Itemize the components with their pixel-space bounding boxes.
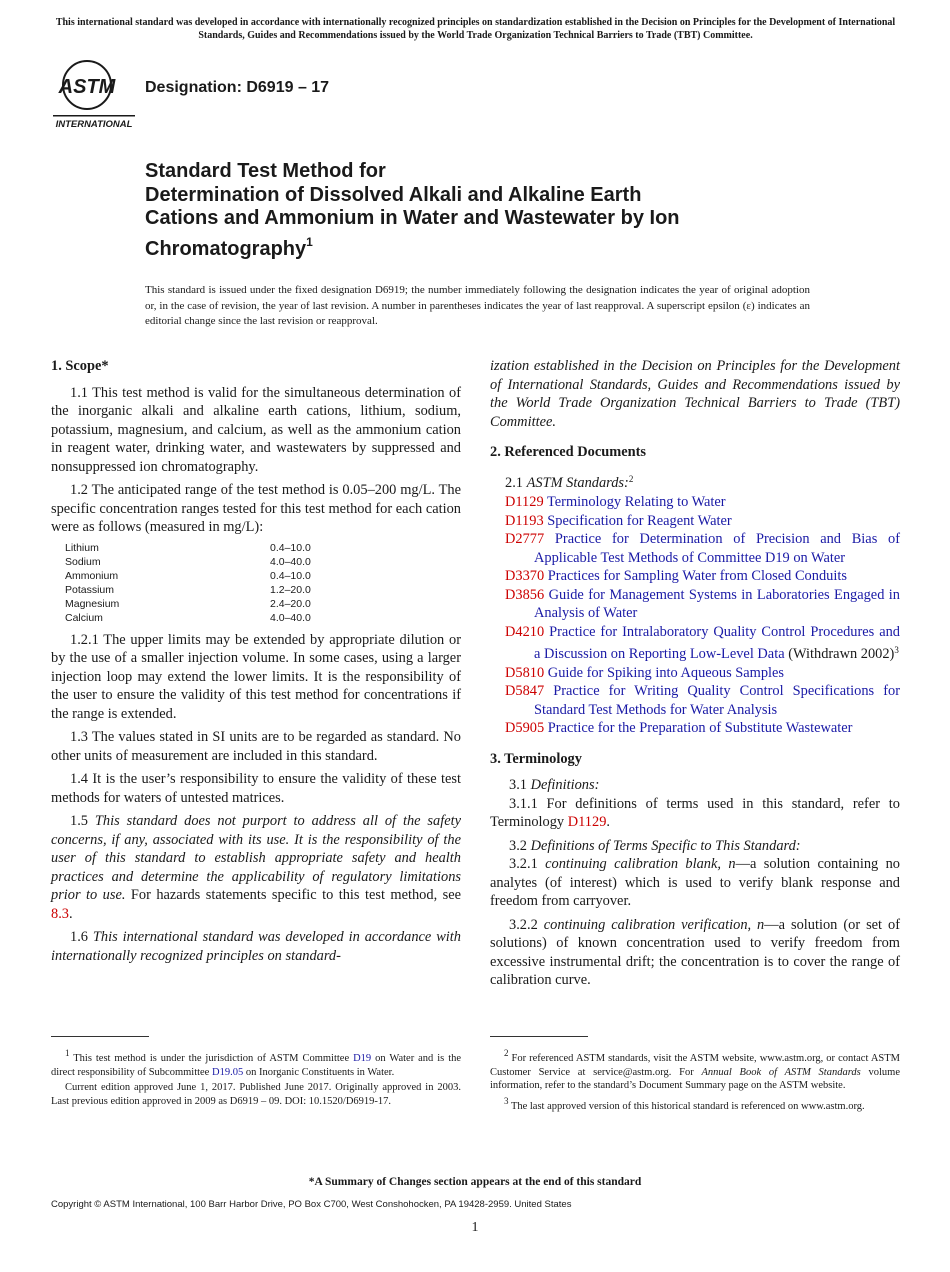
- reference-item[interactable]: D5847 Practice for Writing Quality Control Specifications for Standard Test Methods for Water Analysis: [505, 683, 900, 718]
- logo-subtitle: INTERNATIONAL: [55, 119, 133, 130]
- right-column: [490, 357, 900, 995]
- reference-item[interactable]: D2777 Practice for Determination of Precision and Bias of Applicable Test Methods of Committee D19 on Water: [505, 531, 900, 566]
- link-8-3[interactable]: 8.3: [51, 905, 69, 922]
- range-table: [65, 541, 461, 625]
- terminology-heading: 3. Terminology: [490, 750, 582, 767]
- footnotes-left: [51, 1047, 461, 1110]
- para-3-1: 3.1 Definitions:: [509, 777, 600, 793]
- designation: [145, 79, 329, 97]
- para-3-2-2: 3.2.2 continuing calibration verification, n—a solution (or set of solutions) of known concentration used to verify freedom from excessive instrumental drift; the concentration is to cover the range of calibration curve.: [490, 916, 900, 988]
- reference-item[interactable]: D5810 Guide for Spiking into Aqueous Samples: [505, 664, 785, 681]
- title-line-4: Chromatography: [145, 237, 307, 260]
- range-row: Magnesium 2.4–20.0: [65, 597, 311, 610]
- reference-list: [490, 493, 900, 738]
- para-1-2-1: 1.2.1 The upper limits may be extended by appropriate dilution or by the use of a smaller injection volume. In some cases, using a larger injection loop may extend the lower limits. It is the responsibility of the user to ensure the validity of this test method for concentrations if the range is extended.: [51, 631, 461, 722]
- footnote-rule-left: [51, 1036, 149, 1037]
- document-title: [145, 160, 865, 261]
- copyright: Copyright © ASTM International, 100 Barr Harbor Drive, PO Box C700, West Conshohocken, PA 19428-2959. United States: [51, 1199, 572, 1210]
- para-3-2-1: 3.2.1 continuing calibration blank, n—a solution containing no analytes (of interest) which is used to verify blank response and freedom from carryover.: [490, 856, 900, 909]
- range-row: Ammonium 0.4–10.0: [65, 569, 311, 582]
- range-row: Sodium 4.0–40.0: [65, 555, 311, 568]
- para-3-1-1: 3.1.1 For definitions of terms used in this standard, refer to Terminology D1129.: [490, 795, 900, 830]
- para-1-6-continued: ization established in the Decision on Principles for the Development of International Standards, Guides and Recommendations issued by the World Trade Organization Technical Barriers to Trade (TBT) Committee.: [490, 358, 900, 430]
- reference-item[interactable]: D1129 Terminology Relating to Water: [505, 494, 726, 510]
- page-number: 1: [471, 1220, 479, 1235]
- title-line-1: Standard Test Method for: [145, 160, 386, 182]
- para-1-5: 1.5 This standard does not purport to address all of the safety concerns, if any, associated with its use. It is the responsibility of the user of this standard to establish appropriate safety and health practices and determine the applicability of regulatory limitations prior to use. For hazards statements specific to this test method, see 8.3.: [51, 813, 461, 922]
- referenced-heading: 2. Referenced Documents: [490, 444, 646, 460]
- link-d1129[interactable]: D1129: [567, 814, 607, 830]
- reference-item[interactable]: D1193 Specification for Reagent Water: [505, 512, 732, 529]
- para-3-2: 3.2 Definitions of Terms Specific to This Standard:: [509, 837, 801, 854]
- reference-item[interactable]: D3856 Guide for Management Systems in Laboratories Engaged in Analysis of Water: [505, 586, 900, 621]
- range-row: Lithium 0.4–10.0: [65, 541, 311, 554]
- footnote-1: $^1$ This test method is under the jurisdiction of ASTM Committee D19 on Water and is the direct responsibility of Subcommittee D19.05 on Inorganic Constituents in Water.: [51, 1048, 462, 1078]
- summary-notice: *A Summary of Changes section appears at the end of this standard: [308, 1176, 642, 1188]
- para-1-2: 1.2 The anticipated range of the test method is 0.05–200 mg/L. The specific concentration ranges tested for this test method for each cation were as follows (measured in mg/L):: [51, 482, 461, 535]
- tbt-notice: This international standard was developed in accordance with internationally recognized principles on standardization established in the Decision on Principles for the Development of International Standards, Guides and Recommendations issued by the World Trade Organization Technical Barriers to Trade (TBT) Committee.: [55, 17, 896, 41]
- astm-logo: [53, 57, 135, 133]
- link-d19[interactable]: D19: [353, 1053, 372, 1064]
- astm-standards-label: 2.1 ASTM Standards:$^2$: [505, 473, 634, 491]
- title-line-3: Cations and Ammonium in Water and Wastewater by Ion: [145, 207, 680, 229]
- designation-code: D6919 – 17: [246, 79, 330, 96]
- title-footnote-mark[interactable]: 1: [306, 234, 313, 249]
- scope-heading: 1. Scope*: [51, 358, 109, 374]
- footnote-2: $^2$ For referenced ASTM standards, visit the ASTM website, www.astm.org, or contact ASTM Customer Service at service@astm.org. For Annual Book of ASTM Standards volume information, refer to the standard’s Document Summary page on the ASTM website.: [490, 1048, 901, 1091]
- reference-item[interactable]: D4210 Practice for Intralaboratory Quality Control Procedures and a Discussion on Reporting Low-Level Data (Withdrawn 2002)$^3$: [505, 623, 900, 662]
- range-row: Potassium 1.2–20.0: [65, 583, 311, 596]
- designation-label: Designation:: [145, 79, 242, 96]
- footnotes-right: [490, 1047, 900, 1115]
- para-1-3: 1.3 The values stated in SI units are to be regarded as standard. No other units of measurement are included in this standard.: [51, 729, 461, 764]
- footnote-edition: Current edition approved June 1, 2017. Published June 2017. Originally approved in 2003. Last previous edition approved in 2009 as D6919 – 09. DOI: 10.1520/D6919-17.: [51, 1082, 461, 1107]
- footnote-3: $^3$ The last approved version of this historical standard is referenced on www.astm.org.: [504, 1095, 865, 1112]
- reference-item[interactable]: D5905 Practice for the Preparation of Substitute Wastewater: [505, 720, 853, 736]
- logo-letters: ASTM: [58, 76, 116, 98]
- para-1-1: 1.1 This test method is valid for the simultaneous determination of the inorganic alkali and alkaline earth cations, lithium, sodium, potassium, magnesium, and calcium, as well as the ammonium cation in reagent water, drinking water, and wastewaters by suppressed and nonsuppressed ion chromatography.: [51, 384, 461, 475]
- issue-note: This standard is issued under the fixed designation D6919; the number immediately following the designation indicates the year of original adoption or, in the case of revision, the year of last revision. A number in parentheses indicates the year of last reapproval. A superscript epsilon (ε) indicates an editorial change since the last revision or reapproval.: [145, 284, 810, 327]
- para-1-6: 1.6 This international standard was developed in accordance with internationally recognized principles on standard-: [51, 929, 461, 964]
- left-column: [51, 357, 461, 965]
- range-row: Calcium 4.0–40.0: [65, 611, 311, 624]
- footnote-rule-right: [490, 1036, 588, 1037]
- link-d19-05[interactable]: D19.05: [211, 1066, 244, 1078]
- title-line-2: Determination of Dissolved Alkali and Alkaline Earth: [145, 183, 642, 206]
- reference-item[interactable]: D3370 Practices for Sampling Water from Closed Conduits: [505, 568, 847, 584]
- para-1-4: 1.4 It is the user’s responsibility to ensure the validity of these test methods for waters of untested matrices.: [51, 771, 461, 806]
